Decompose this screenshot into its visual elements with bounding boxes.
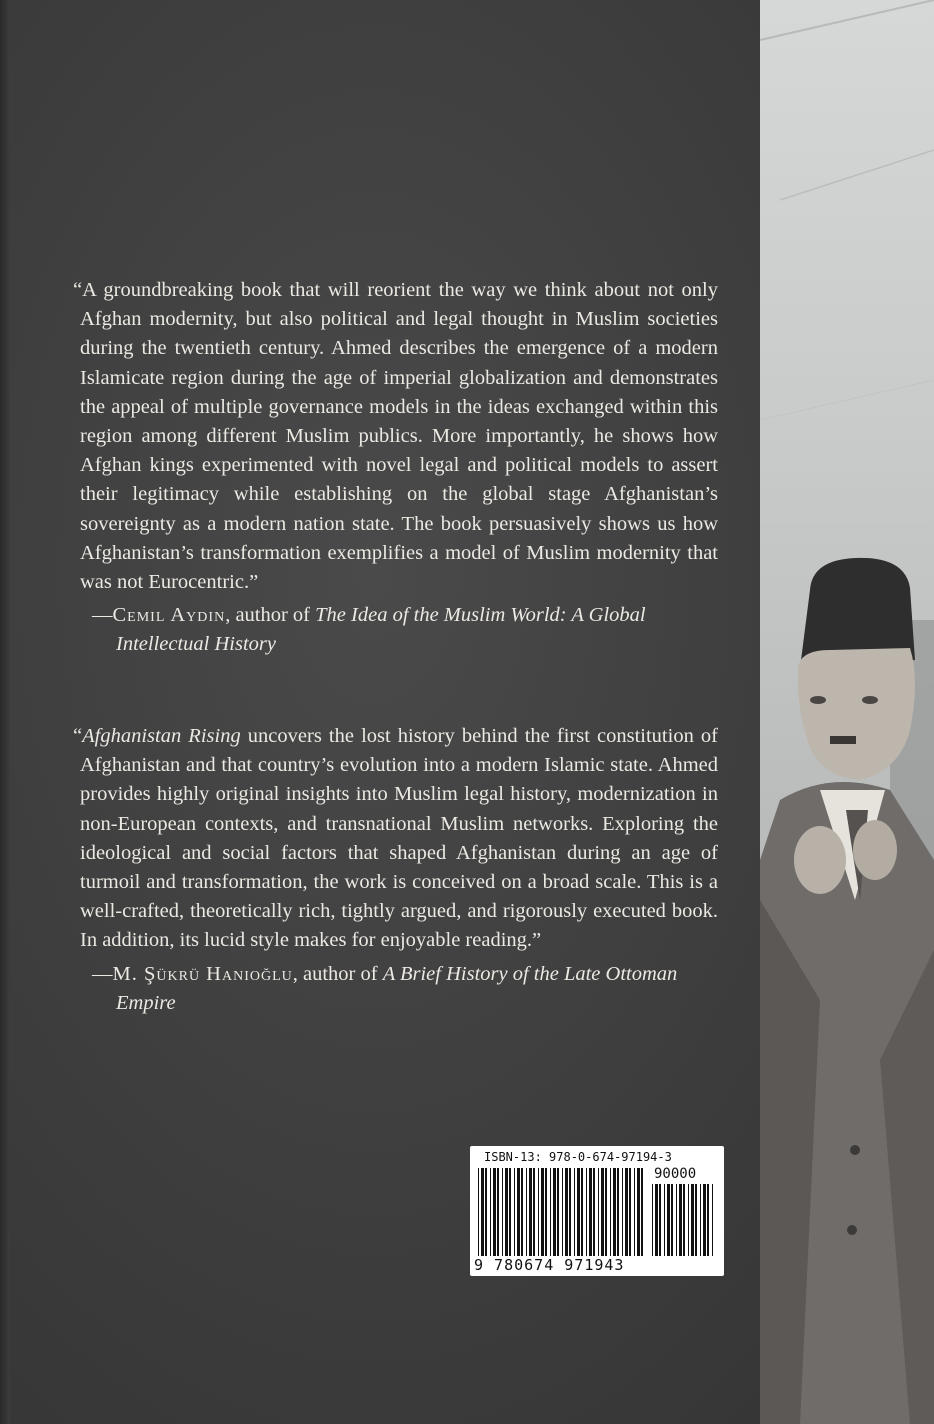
ean-digits: 9 780674 971943 bbox=[474, 1256, 625, 1274]
quoted-book-title: Afghanistan Rising bbox=[82, 725, 241, 747]
barcode-bar bbox=[485, 1168, 487, 1256]
barcode-bar bbox=[695, 1184, 697, 1256]
barcode-bar bbox=[617, 1168, 619, 1256]
barcode-bar bbox=[509, 1168, 511, 1256]
barcode-bar bbox=[679, 1184, 682, 1256]
barcode-bar bbox=[605, 1168, 607, 1256]
blurb-quote bbox=[60, 722, 718, 956]
barcode-bar bbox=[481, 1168, 484, 1256]
blurb-quote-text: uncovers the lost history behind the first constitution of Afghanistan and that country’s evolution into a modern Islamic state. Ahmed provides highly original insights into Muslim legal history, modernization in non-European contexts, and transnational Muslim networks. Exploring the ideological and social factors that shaped Afghanistan during an age of turmoil and transformation, the work is conceived on a broad scale. This is a well-crafted, theoretically rich, tightly argued, and rigorously executed book. In addition, its lucid style makes for enjoyable reading.” bbox=[80, 725, 718, 952]
price-code: 90000 bbox=[654, 1166, 697, 1182]
barcode-bar bbox=[586, 1168, 587, 1256]
attribution-dash: — bbox=[92, 962, 113, 985]
barcode-bar bbox=[514, 1168, 515, 1256]
barcode-bar bbox=[659, 1184, 661, 1256]
barcode-bar bbox=[581, 1168, 583, 1256]
barcode-bar bbox=[625, 1168, 628, 1256]
attribution-book-title: The Idea of the Muslim World: A Global Intellectual History bbox=[116, 604, 646, 656]
barcode-bar bbox=[505, 1168, 508, 1256]
barcode-bar bbox=[652, 1184, 653, 1256]
barcode-bar bbox=[562, 1168, 563, 1256]
open-quote: “ bbox=[73, 725, 83, 747]
barcode-bar bbox=[502, 1168, 503, 1256]
barcode-bar bbox=[545, 1168, 547, 1256]
blurb-hanioglu bbox=[60, 722, 718, 1018]
barcode-bar bbox=[712, 1184, 713, 1256]
addon-barcode bbox=[652, 1184, 718, 1256]
barcode-bar bbox=[493, 1168, 496, 1256]
barcode-bar bbox=[574, 1168, 575, 1256]
barcode-bar bbox=[478, 1168, 479, 1256]
barcode-bar bbox=[521, 1168, 523, 1256]
barcode-bar bbox=[707, 1184, 709, 1256]
barcode-bar bbox=[565, 1168, 568, 1256]
barcode-bar bbox=[601, 1168, 604, 1256]
barcode-bar bbox=[569, 1168, 571, 1256]
barcode-bar bbox=[538, 1168, 539, 1256]
barcode-bar bbox=[577, 1168, 580, 1256]
blurb-aydin bbox=[60, 276, 718, 660]
barcode-bar bbox=[490, 1168, 491, 1256]
barcode-bar bbox=[557, 1168, 559, 1256]
attribution-dash: — bbox=[92, 604, 113, 627]
barcode-bar bbox=[676, 1184, 677, 1256]
barcode-bar bbox=[613, 1168, 616, 1256]
barcode-bar bbox=[637, 1168, 640, 1256]
attribution-connector: , author of bbox=[292, 962, 383, 985]
attribution-book-title: A Brief History of the Late Ottoman Empire bbox=[116, 962, 678, 1014]
barcode-bar bbox=[598, 1168, 599, 1256]
barcode-bar bbox=[529, 1168, 532, 1256]
barcode-bar bbox=[553, 1168, 556, 1256]
barcode-bar bbox=[610, 1168, 611, 1256]
barcode-bar bbox=[589, 1168, 592, 1256]
photo-illustration bbox=[760, 0, 934, 1424]
barcode-bar bbox=[655, 1184, 658, 1256]
blurb-quote: “A groundbreaking book that will reorient the way we think about not only Afghan modernity, but also political and legal thought in Muslim societies during the twentieth century. Ahmed describes the emergence of a modern Islamicate region during the age of imperial globalization and demonstrates the appeal of multiple governance models in the ideas exchanged within this region among different Muslim publics. More importantly, he shows how Afghan kings experimented with novel legal and political models to assert their legitimacy while establishing on the global stage Afghanistan’s sovereignty as a modern nation state. The book persuasively shows us how Afghanistan’s transformation exemplifies a model of Muslim modernity that was not Eurocentric.” bbox=[73, 279, 718, 594]
barcode-bar bbox=[629, 1168, 631, 1256]
attribution-author: Cemil Aydin bbox=[112, 604, 226, 627]
barcode-bar bbox=[526, 1168, 527, 1256]
cover-photo bbox=[760, 0, 934, 1424]
attribution-author: M. Şükrü Hanioğlu bbox=[112, 962, 293, 985]
barcode-bar bbox=[641, 1168, 643, 1256]
spine-edge bbox=[0, 0, 10, 1424]
barcode-bar bbox=[691, 1184, 694, 1256]
barcode-bar bbox=[664, 1184, 665, 1256]
barcode-bar bbox=[667, 1184, 670, 1256]
barcode-bar bbox=[533, 1168, 535, 1256]
barcode-bar bbox=[703, 1184, 706, 1256]
barcode-bar bbox=[622, 1168, 623, 1256]
barcode-bar bbox=[497, 1168, 499, 1256]
blurb-attribution bbox=[60, 960, 718, 1018]
barcode-bar bbox=[671, 1184, 673, 1256]
barcode-bar bbox=[517, 1168, 520, 1256]
isbn-label: ISBN-13: 978-0-674-97194-3 bbox=[484, 1150, 672, 1164]
attribution-connector: , author of bbox=[225, 604, 316, 627]
barcode-bar bbox=[550, 1168, 551, 1256]
blurb-attribution bbox=[60, 601, 718, 659]
barcode-panel bbox=[470, 1146, 724, 1276]
barcode-bar bbox=[634, 1168, 635, 1256]
barcode-bar bbox=[593, 1168, 595, 1256]
barcode-bar bbox=[688, 1184, 689, 1256]
barcode-bar bbox=[700, 1184, 701, 1256]
ean-barcode bbox=[478, 1168, 648, 1256]
barcode-bar bbox=[683, 1184, 685, 1256]
barcode-bar bbox=[541, 1168, 544, 1256]
